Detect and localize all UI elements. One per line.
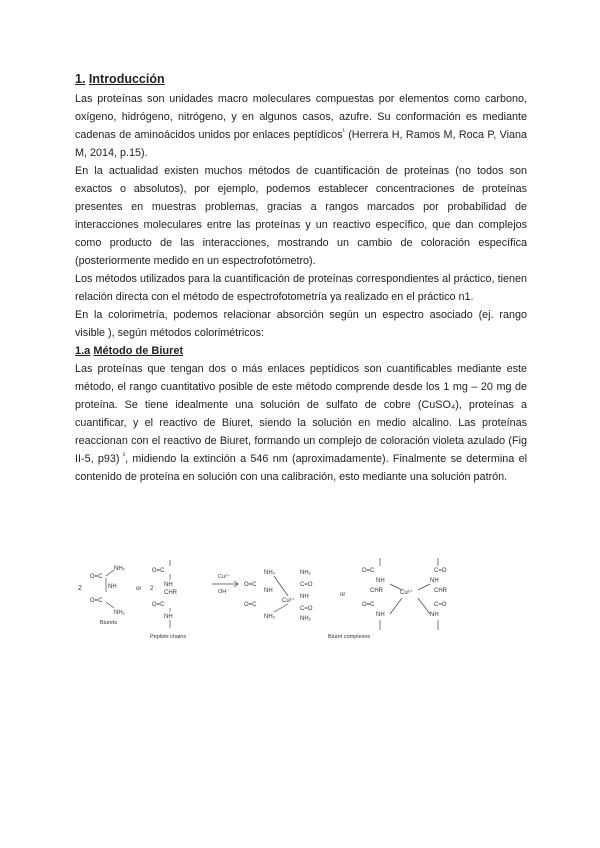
atom-chr-1: CHR [164, 590, 177, 596]
atom-cu-2: Cu²⁺ [400, 590, 413, 596]
label-biurets: Biurets [100, 620, 118, 626]
document-page [75, 72, 527, 486]
atom-nh-8: NH [430, 578, 439, 584]
atom-oc-4: O=C [152, 602, 165, 608]
subsection-title: Método de Biuret [93, 345, 184, 357]
atom-oc-5: O=C [244, 582, 257, 588]
paragraph-3: Los métodos utilizados para la cuantificación de proteínas correspondientes al práctico, tienen relación directa con el método de espectrofotometría ya realizado en el práctico n1. [75, 273, 527, 303]
atom-oc-3: O=C [152, 568, 165, 574]
arrow-reagent-bottom: OH⁻ [218, 589, 230, 595]
biuret-text-b: , midiendo la extinción a 546 nm (aproximadamente). Finalmente se determina el contenido de proteína en solución con una calibración, esto mediante una solución patrón. [75, 453, 528, 483]
paragraph-2: En la actualidad existen muchos métodos de cuantificación de proteínas (no todos son exactos o absolutos), por ejemplo, podemos establecer concentraciones de proteínas presentes en muestras problemas, gracias a rangos marcados por probabilidad de interacciones moleculares entre las proteínas y un reactivo específico, que dan complejos como producto de las interacciones, mostrando un cambio de coloración específica (posteriormente medido en un espectrofotómetro). [75, 165, 527, 267]
atom-cu-1: Cu²⁺ [282, 598, 295, 604]
coefficient-2: 2 [150, 586, 154, 592]
atom-nh-5: NH [300, 594, 309, 600]
section-number: 1. [75, 72, 86, 86]
atom-oc-2: O=C [90, 598, 103, 604]
atom-nh2-5: NH₂ [300, 570, 311, 576]
paragraph-1-text: Las proteínas son unidades macro moleculares compuestas por elementos como carbono, oxígeno, hidrógeno, nitrógeno, y en algunos casos, azufre. Su conformación es mediante cadenas de aminoácidos unidos por enlaces peptídicos [75, 93, 527, 141]
coefficient: 2 [78, 585, 82, 592]
atom-nh-3: NH [164, 614, 173, 620]
atom-co-2: C=O [300, 606, 313, 612]
atom-nh-6: NH [376, 578, 385, 584]
label-biuret-complexes: Biuret complexes [328, 634, 371, 640]
biuret-paragraph [75, 360, 527, 486]
atom-oc-6: O=C [244, 602, 257, 608]
section-heading [75, 72, 527, 86]
atom-nh2-2: NH₂ [114, 610, 125, 616]
atom-nh2-6: NH₂ [300, 616, 311, 622]
atom-nh-2: NH [164, 582, 173, 588]
paragraph-1 [75, 90, 527, 162]
atom-nh2-3: NH₂ [264, 570, 275, 576]
reaction-scheme [78, 556, 518, 656]
atom-nh2-4: NH₂ [264, 614, 275, 620]
section-title: Introducción [88, 72, 165, 86]
atom-oc-7: O=C [362, 568, 375, 574]
biuret-reaction-figure [78, 556, 518, 656]
atom-nh-7: NH [376, 612, 385, 618]
subsection-number: 1.a [75, 345, 91, 357]
citation-1: (Herrera H, Ramos M, Roca P, Viana M, 2014, p.15). [75, 129, 527, 159]
atom-nh-9: NH [430, 612, 439, 618]
subsection-heading [75, 342, 527, 360]
atom-oc-8: O=C [362, 602, 375, 608]
atom-nh2-1: NH₂ [114, 566, 125, 572]
or-text-1: or [136, 586, 142, 592]
footnote-ref-1: ¹ [342, 128, 345, 136]
label-peptide-chains: Peptide chains [150, 634, 187, 640]
atom-nh-1: NH [108, 584, 117, 590]
atom-chr-2: CHR [370, 588, 383, 594]
atom-nh-4: NH [264, 588, 273, 594]
or-text-2: or [340, 592, 346, 598]
arrow-reagent-top: Cu²⁺ [218, 574, 230, 580]
atom-chr-3: CHR [434, 588, 447, 594]
atom-oc-1: O=C [90, 574, 103, 580]
paragraph-4: En la colorimetría, podemos relacionar absorción según un espectro asociado (ej. rango visible ), según métodos colorimétricos: [75, 309, 527, 339]
atom-co-4: C=O [434, 602, 447, 608]
atom-co-1: C=O [300, 582, 313, 588]
footnote-ref-2: ² [119, 452, 126, 460]
atom-co-3: C=O [434, 568, 447, 574]
biuret-text-a: Las proteínas que tengan dos o más enlaces peptídicos son cuantificables mediante este método, el rango cuantitativo posible de este método comprende desde los 1 mg – 20 mg de proteína. Se tiene idealmente una solución de sulfato de cobre (CuSO₄), proteínas a cuantificar, y el reactivo de Biuret, siendo la solución en medio alcalino. Las proteínas reaccionan con el reactivo de Biuret, formando un complejo de coloración violeta azulado (Fig II-5, p93) [75, 363, 527, 465]
